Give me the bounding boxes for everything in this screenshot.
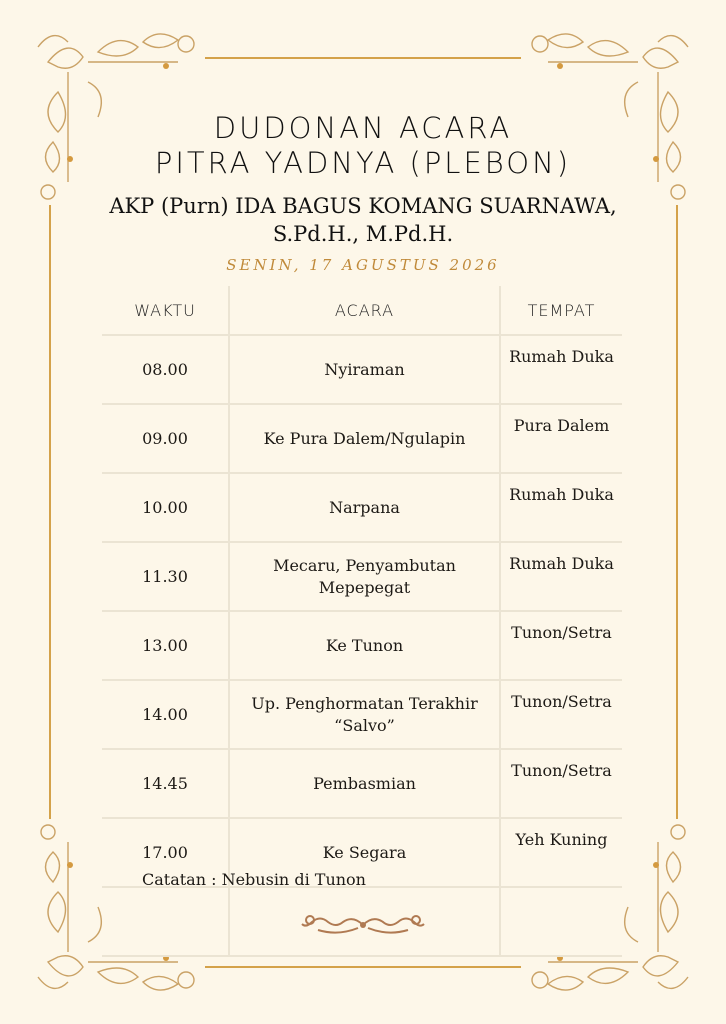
row-time: 17.00: [102, 818, 229, 887]
row-event: Mecaru, Penyambutan Mepepegat: [229, 542, 500, 611]
row-time: [102, 887, 229, 956]
table-row: [102, 542, 622, 611]
row-time: 14.45: [102, 749, 229, 818]
row-place: Yeh Kuning: [500, 818, 622, 887]
row-time: 14.00: [102, 680, 229, 749]
row-place: Tunon/Setra: [500, 680, 622, 749]
person-name-line-1: AKP (Purn) IDA BAGUS KOMANG SUARNAWA,: [109, 194, 617, 218]
event-date: SENIN, 17 AGUSTUS 2026: [226, 256, 500, 274]
table-row: [102, 611, 622, 680]
title-line-1: DUDONAN ACARA: [213, 111, 513, 145]
row-time: 10.00: [102, 473, 229, 542]
row-time: 13.00: [102, 611, 229, 680]
table-row: [102, 680, 622, 749]
header-event: ACARA: [229, 286, 500, 335]
row-event: Ke Pura Dalem/Ngulapin: [229, 404, 500, 473]
person-name-line-2: S.Pd.H., M.Pd.H.: [272, 222, 454, 246]
row-place: Tunon/Setra: [500, 749, 622, 818]
title-line-2: PITRA YADNYA (PLEBON): [154, 146, 572, 180]
row-event: Nyiraman: [229, 335, 500, 404]
table-row: [102, 749, 622, 818]
row-place: Rumah Duka: [500, 335, 622, 404]
row-place: Pura Dalem: [500, 404, 622, 473]
row-place: [500, 887, 622, 956]
schedule-table: [102, 286, 622, 957]
header-time: WAKTU: [102, 286, 229, 335]
row-event: Pembasmian: [229, 749, 500, 818]
row-time: 08.00: [102, 335, 229, 404]
top-border-line: [205, 57, 521, 59]
bottom-border-line: [205, 966, 521, 968]
table-row: [102, 335, 622, 404]
row-event: Ke Segara: [229, 818, 500, 887]
row-event: Ke Tunon: [229, 611, 500, 680]
row-place: Rumah Duka: [500, 542, 622, 611]
row-event: Narpana: [229, 473, 500, 542]
row-event: Up. Penghormatan Terakhir “Salvo”: [229, 680, 500, 749]
table-row: [102, 404, 622, 473]
table-row: [102, 473, 622, 542]
note-text: Catatan : Nebusin di Tunon: [142, 870, 366, 889]
right-border-line: [676, 205, 678, 819]
row-place: Tunon/Setra: [500, 611, 622, 680]
left-border-line: [49, 205, 51, 819]
row-place: Rumah Duka: [500, 473, 622, 542]
header-place: TEMPAT: [500, 286, 622, 335]
row-time: 09.00: [102, 404, 229, 473]
table-header-row: [102, 286, 622, 335]
scroll-flourish-ornament: [298, 910, 428, 940]
row-time: 11.30: [102, 542, 229, 611]
